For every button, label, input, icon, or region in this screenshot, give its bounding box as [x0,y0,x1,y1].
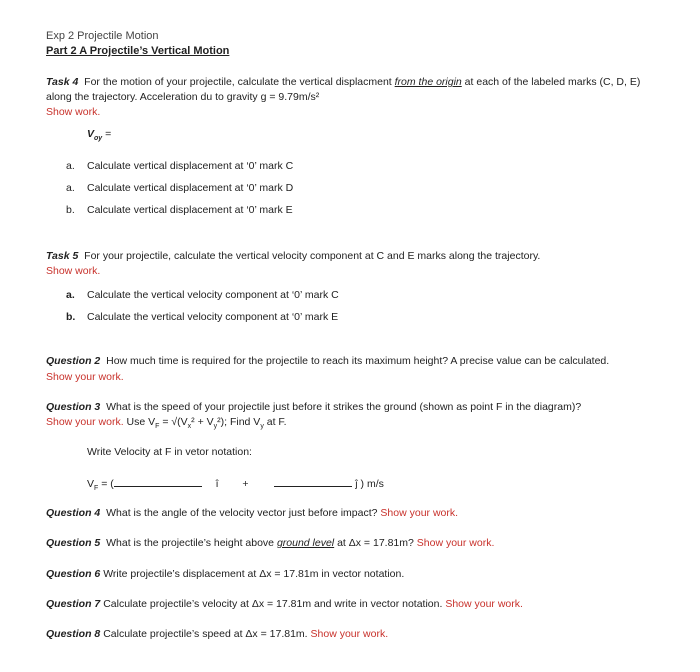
q2-show-work-line [46,371,124,383]
q4-prompt [46,507,458,519]
q3-formula-line [46,416,287,431]
task4-label: Task 4 [46,76,79,88]
task4-item-marker: a. [66,160,75,172]
task5-item-marker: a. [66,289,75,301]
task5-prompt [46,250,540,262]
q3-write-line: Write Velocity at F in vetor notation: [87,446,252,458]
task4-item-marker: a. [66,182,75,194]
q6-label: Question 6 [46,568,101,580]
task4-item-text: Calculate vertical displacement at ‘0’ mark E [87,204,293,216]
vf-y-blank[interactable] [274,477,352,487]
q6-text: Write projectile’s displacement at Δx = 17.81m in vector notation. [103,568,405,580]
q4-label: Question 4 [46,507,101,519]
q5-show-work: Show your work. [416,537,495,549]
q3-prompt [46,401,581,413]
q7-text: Calculate projectile’s velocity at Δx = 17.81m and write in vector notation. [103,598,443,610]
task4-item-text: Calculate vertical displacement at ‘0’ mark D [87,182,294,194]
task5-show-work-line [46,265,100,277]
q6-prompt [46,568,404,580]
q8-prompt [46,628,388,640]
q4-show-work: Show your work. [380,507,459,519]
j-unit: ĵ ) m/s [355,478,384,490]
q3-sub-x: x [187,423,192,431]
q7-prompt [46,598,523,610]
q3-use-plus: ² + V [191,416,214,428]
task5-item-text: Calculate the vertical velocity component at ‘0’ mark C [87,289,339,301]
task5-label: Task 5 [46,250,79,262]
q3-label: Question 3 [46,401,101,413]
voy-symbol: V [87,128,95,140]
vf-eq: = ( [98,478,114,490]
vf-x-blank[interactable] [114,477,202,487]
task5-item-marker: b. [66,311,76,323]
q4-text: What is the angle of the velocity vector just before impact? [106,507,378,519]
q7-show-work: Show your work. [445,598,523,610]
q3-use-end: ²); Find V [217,416,261,428]
voy-eq: = [102,128,112,140]
q2-prompt [46,355,609,367]
q3-sub-y2: y [260,423,264,431]
q5-text-after: at Δx = 17.81m? [334,537,414,549]
q3-text: What is the speed of your projectile just before it strikes the ground (shown as point F in the diagram)? [106,401,582,413]
q2-label: Question 2 [46,355,101,367]
task4-text-before: For the motion of your projectile, calculate the vertical displacment [84,76,395,88]
task4-voy [87,128,112,143]
q3-use-at: at F. [263,416,287,428]
q3-sub-f: F [155,423,160,431]
q8-show-work: Show your work. [310,628,389,640]
q5-underlined: ground level [276,537,335,549]
task4-text-after: at each of the labeled marks (C, D, E) along the trajectory. Acceleration du to gravity g = 9.79m/s² [46,76,641,103]
q7-label: Question 7 [46,598,101,610]
task4-show-work: Show work. [46,106,101,118]
vf-sub: F [94,485,99,493]
q3-use-eq: = √(V [159,416,188,428]
plus-sign: + [242,478,249,490]
task4-prompt [46,75,656,105]
q5-prompt [46,537,494,549]
q3-vector-notation [87,477,384,493]
q8-text: Calculate projectile’s speed at Δx = 17.81m. [103,628,308,640]
task5-show-work: Show work [46,265,98,277]
q8-label: Question 8 [46,628,101,640]
task5-show-work-period: . [97,265,101,277]
part-heading: Part 2 A Projectile’s Vertical Motion [46,45,230,57]
page-title: Exp 2 Projectile Motion [46,30,159,42]
q3-show-work: Show your work. [46,416,124,428]
i-hat: î [215,478,219,490]
task4-underlined: from the origin [394,76,462,88]
q3-sub-y: y [213,423,218,431]
q5-text-before: What is the projectile’s height above [106,537,277,549]
task5-item-text: Calculate the vertical velocity component at ‘0’ mark E [87,311,339,323]
task4-item-marker: b. [66,204,75,216]
q5-label: Question 5 [46,537,101,549]
task4-item-text: Calculate vertical displacement at ‘0’ mark C [87,160,294,172]
q2-show-work: Show your work. [46,371,124,383]
q2-text: How much time is required for the projectile to reach its maximum height? A precise value can be calculated. [106,355,610,367]
q3-use: Use V [126,416,156,428]
task5-text: For your projectile, calculate the vertical velocity component at C and E marks along the trajectory. [84,250,541,262]
voy-sub: oy [94,135,103,143]
vf-label: V [87,478,95,490]
